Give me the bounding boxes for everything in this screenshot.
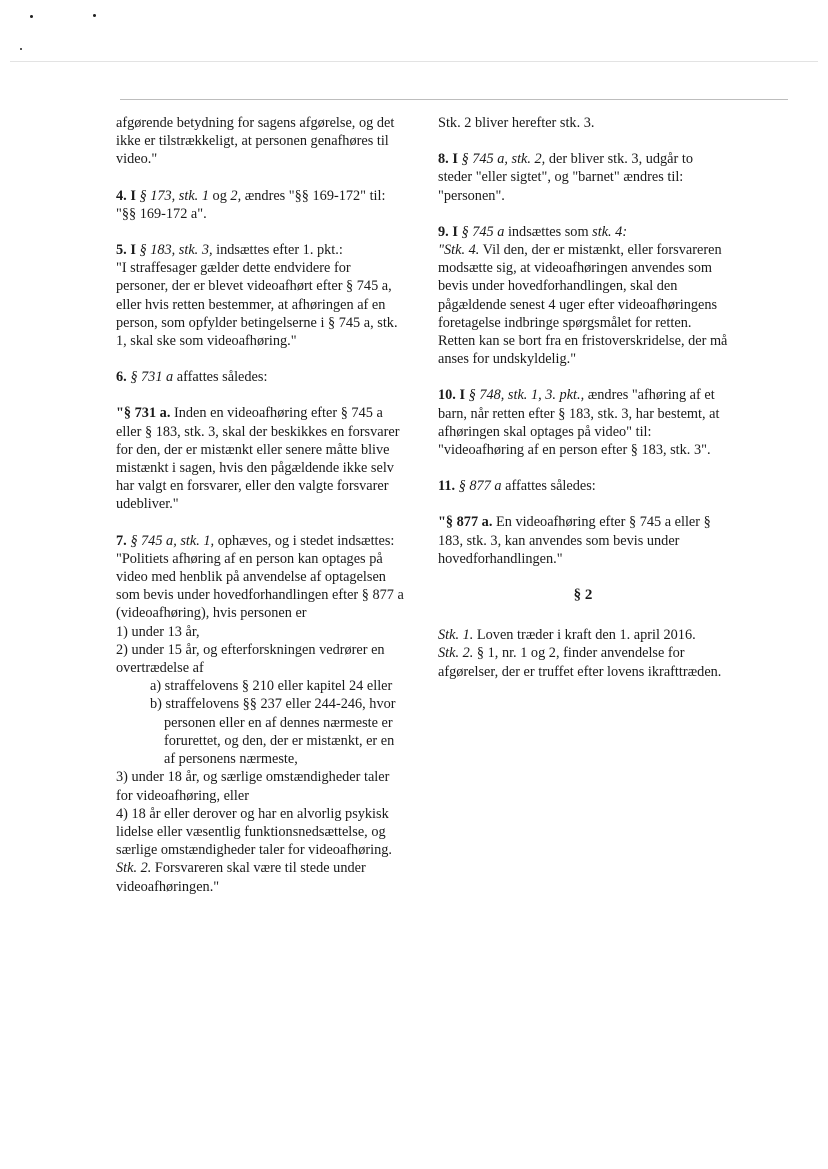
section-heading: § 2 xyxy=(573,587,593,604)
list-subitem-a: a) straffelovens § 210 eller kapitel 24 eller xyxy=(150,678,393,695)
amendment-5: 5. I § 183, stk. 3, indsættes efter 1. pkt.: "I straffesager gælder dette endvidere for personer, der er blevet videoafhørt efter § 745 a, eller hvis retten bestemmer, at afhøringen af en person, som opfylder betingelserne i § 745 a, stk. 1, skal ske som videoafhøring." xyxy=(116,242,398,350)
amendment-10: 10. I § 748, stk. 1, 3. pkt., ændres "afhøring af et barn, når retten efter § 183, stk. 3, har bestemt, at afhøringen skal optages på video" til: "videoafhøring af en person efter § 183, stk. 3". xyxy=(438,387,720,459)
amendment-7: 7. § 745 a, stk. 1, ophæves, og i stedet indsættes: xyxy=(116,532,395,549)
section-stk1: Stk. 1. Loven træder i kraft den 1. april 2016. xyxy=(438,627,696,644)
scan-speck xyxy=(30,15,33,18)
amendment-7-quote: "Politiets afhøring af en person kan optages på video med henblik på anvendelse af optagelsen som bevis under hovedforhandlingen efter § 877 a (videoafhøring), hvis personen er xyxy=(116,550,404,622)
scan-rule-top xyxy=(10,61,818,62)
list-item-3: 3) under 18 år, og særlige omstændigheder taler for videoafhøring, eller xyxy=(116,769,390,804)
amendment-9: 9. I § 745 a indsættes som stk. 4: "Stk. 4. Vil den, der er mistænkt, eller forsvareren modsætte sig, at videoafhøringen anvendes som bevis under hovedforhandlingen, skal den pågældende senest 4 uger efter videoafhøringens foretagelse indbringe spørgsmålet for retten. Retten kan se bort fra en fristoverskridelse, der må anses for undskyldelig." xyxy=(438,223,728,368)
amendment-4: 4. I § 173, stk. 1 og 2, ændres "§§ 169-172" til: "§§ 169-172 a". xyxy=(116,187,386,222)
paragraph-continuation: afgørende betydning for sagens afgørelse, og det ikke er tilstrækkeligt, at personen genafhøres til video." xyxy=(116,115,395,168)
amendment-8: 8. I § 745 a, stk. 2, der bliver stk. 3, udgår to steder "eller sigtet", og "barnet" ændres til: "personen". xyxy=(438,151,693,204)
header-rule xyxy=(120,99,788,100)
list-subitem-b: b) straffelovens §§ 237 eller 244-246, hvor personen eller en af dennes nærmeste er forurettet, og den, der er mistænkt, er en af personens nærmeste, xyxy=(150,696,396,768)
amendment-6: 6. § 731 a affattes således: xyxy=(116,369,268,386)
list-item-2: 2) under 15 år, og efterforskningen vedrører en overtrædelse af xyxy=(116,641,385,677)
amendment-11-quote: "§ 877 a. En videoafhøring efter § 745 a eller § 183, stk. 3, kan anvendes som bevis under hovedforhandlingen." xyxy=(438,514,711,567)
amendment-5-quote: "I straffesager gælder dette endvidere for personer, der er blevet videoafhørt efter § 745 a, eller hvis retten bestemmer, at afhøringen af en person, som opfylder betingelserne i § 745 a, stk. 1, skal ske som videoafhøring." xyxy=(116,260,398,350)
list-item-4: 4) 18 år eller derover og har en alvorlig psykisk lidelse eller væsentlig funktionsnedsættelse, og særlige omstændigheder taler for videoafhøring. xyxy=(116,805,392,859)
amendment-7-stk2: Stk. 2. Forsvareren skal være til stede under videoafhøringen." xyxy=(116,860,366,895)
scan-speck xyxy=(93,14,96,17)
amendment-9-quote: Vil den, der er mistænkt, eller forsvareren modsætte sig, at videoafhøringen anvendes som bevis under hovedforhandlingen, skal den pågældende senest 4 uger efter videoafhøringens foretagelse indbringe spørgsmålet for retten. Retten kan se bort fra en fristoverskridelse, der må anses for undskyldelig." xyxy=(438,242,728,368)
paragraph-continuation: Stk. 2 bliver herefter stk. 3. xyxy=(438,115,595,131)
scan-speck xyxy=(20,48,22,50)
left-column xyxy=(116,114,406,896)
amendment-6-quote: "§ 731 a. Inden en videoafhøring efter § 745 a eller § 183, stk. 3, skal der beskikkes en forsvarer for den, der er mistænkt eller senere måtte blive mistænkt i sagen, hvis den pågældende ikke selv har valgt en forsvarer, eller den valgte forsvarer udebliver." xyxy=(116,405,400,513)
amendment-11: 11. § 877 a affattes således: xyxy=(438,478,596,495)
right-column xyxy=(438,114,728,681)
list-item-1: 1) under 13 år, xyxy=(116,623,200,640)
section-stk2: Stk. 2. § 1, nr. 1 og 2, finder anvendelse for afgørelser, der er truffet efter lovens ikrafttræden. xyxy=(438,645,722,680)
